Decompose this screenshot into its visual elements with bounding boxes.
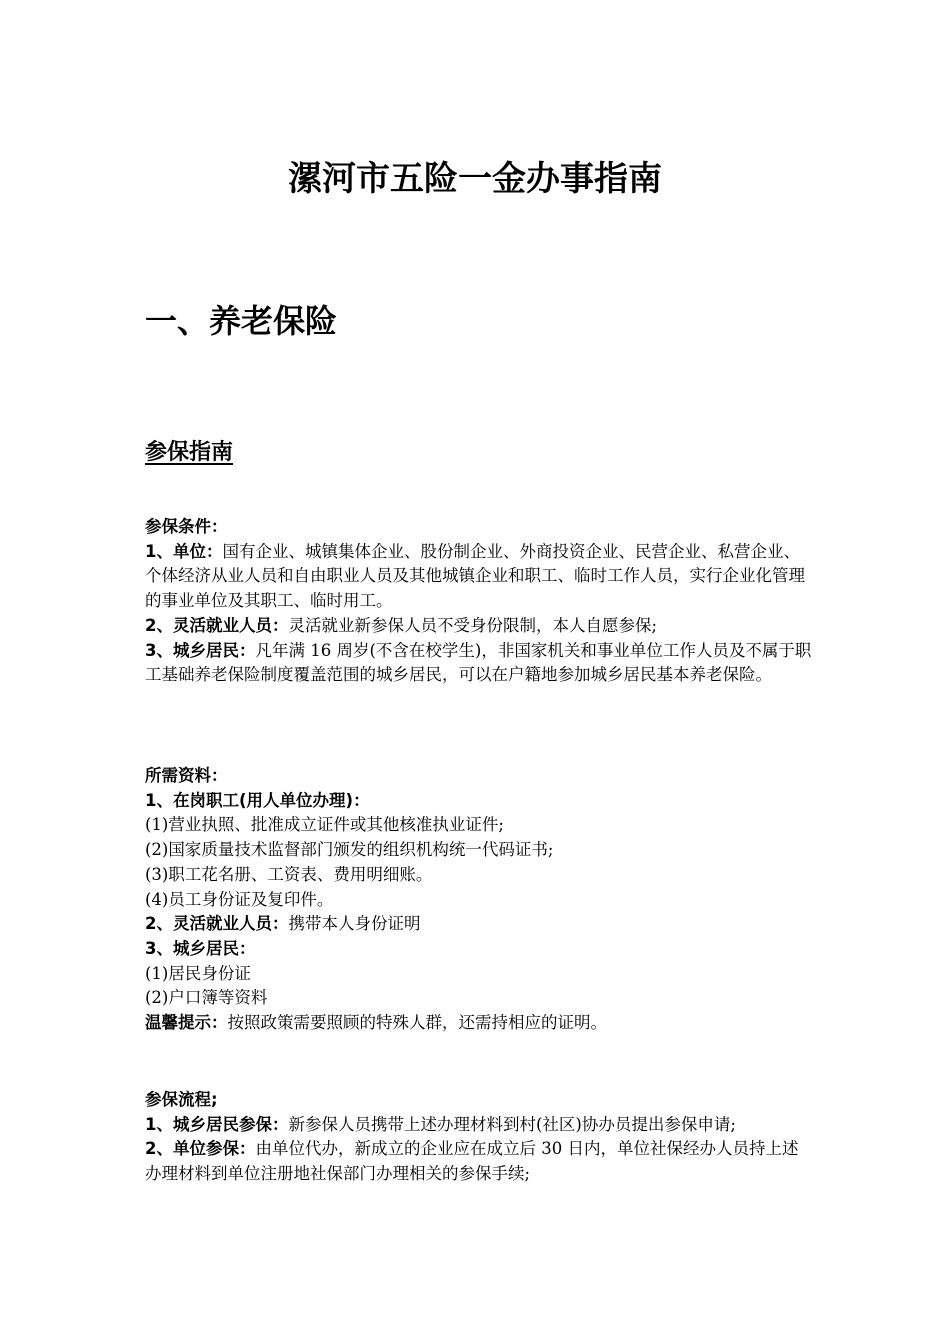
materials-item: (4)员工身份证及复印件。	[145, 889, 334, 909]
condition-item	[145, 540, 813, 614]
materials-item: (1)居民身份证	[145, 963, 251, 983]
conditions-block	[145, 515, 813, 688]
materials-item: (1)营业执照、批准成立证件或其他核准执业证件;	[145, 815, 504, 835]
process-label: 2、单位参保：	[145, 1139, 256, 1159]
condition-label: 1、单位：	[145, 541, 223, 561]
process-label: 1、城乡居民参保：	[145, 1114, 289, 1134]
process-block	[145, 1088, 813, 1187]
section-heading-pension: 一、养老保险	[145, 302, 338, 340]
materials-item: (2)国家质量技术监督部门颁发的组织机构统一代码证书;	[145, 840, 554, 860]
materials-block	[145, 764, 813, 1036]
materials-resident-label: 3、城乡居民：	[145, 938, 256, 958]
condition-label: 2、灵活就业人员：	[145, 615, 289, 635]
process-heading: 参保流程;	[145, 1090, 218, 1109]
condition-item	[145, 639, 813, 688]
document-title: 漯河市五险一金办事指南	[288, 159, 662, 199]
subsection-heading-guide: 参保指南	[145, 439, 234, 465]
materials-tip-text: 按照政策需要照顾的特殊人群，还需持相应的证明。	[227, 1013, 607, 1033]
process-text: 由单位代办，新成立的企业应在成立后 30 日内，单位社保经办人员持上述办理材料到单位注册地社保部门办理相关的参保手续;	[145, 1139, 799, 1184]
condition-label: 3、城乡居民：	[145, 640, 256, 660]
condition-item	[145, 614, 813, 639]
materials-flexible	[145, 912, 813, 937]
materials-employee-label: 1、在岗职工(用人单位办理)：	[145, 790, 370, 810]
materials-tip	[145, 1011, 813, 1036]
process-text: 新参保人员携带上述办理材料到村(社区)协办员提出参保申请;	[288, 1114, 736, 1134]
materials-flexible-text: 携带本人身份证明	[288, 914, 421, 934]
process-item	[145, 1113, 813, 1138]
materials-tip-label: 温馨提示：	[145, 1013, 228, 1033]
materials-item: (2)户口簿等资料	[145, 988, 268, 1008]
materials-flexible-label: 2、灵活就业人员：	[145, 914, 289, 934]
materials-item: (3)职工花名册、工资表、费用明细账。	[145, 864, 433, 884]
condition-text: 灵活就业新参保人员不受身份限制，本人自愿参保;	[288, 615, 658, 635]
condition-text: 国有企业、城镇集体企业、股份制企业、外商投资企业、民营企业、私营企业、个体经济从业人员和自由职业人员及其他城镇企业和职工、临时工作人员，实行企业化管理的事业单位及其职工、临时用工。	[145, 541, 805, 611]
process-item	[145, 1137, 813, 1186]
materials-heading: 所需资料：	[145, 766, 228, 785]
condition-text: 凡年满 16 周岁(不含在校学生)，非国家机关和事业单位工作人员及不属于职工基础养老保险制度覆盖范围的城乡居民，可以在户籍地参加城乡居民基本养老保险。	[145, 640, 812, 685]
conditions-heading: 参保条件：	[145, 517, 228, 536]
